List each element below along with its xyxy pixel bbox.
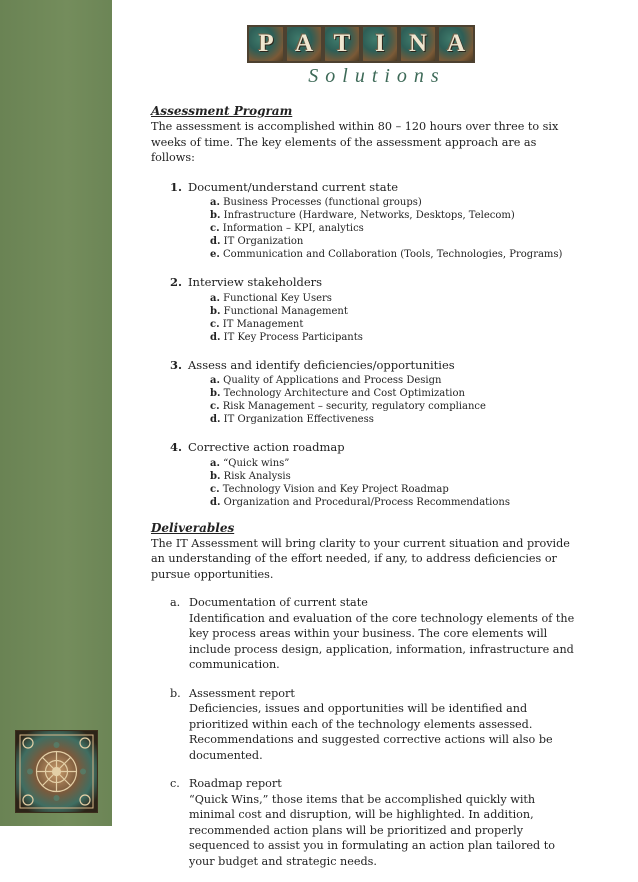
sub-item — [210, 400, 581, 413]
item-text: Assess and identify deficiencies/opportunities — [188, 357, 455, 372]
sub-item-text: Technology Architecture and Cost Optimization — [223, 388, 465, 399]
sub-item — [210, 374, 581, 387]
deliverable-heading: Documentation of current state — [189, 596, 368, 609]
sub-item-text: Information – KPI, analytics — [222, 223, 364, 234]
sub-item — [210, 470, 581, 483]
sub-item — [210, 318, 581, 331]
sub-item-letter: c. — [210, 483, 220, 495]
decorative-sidebar — [0, 0, 112, 826]
deliverable-item — [151, 686, 581, 764]
item-number: 4. — [169, 440, 182, 454]
logo-letter-tile: A — [285, 25, 323, 63]
ornamental-tile-image — [15, 730, 98, 813]
sub-item-letter: c. — [210, 401, 220, 412]
logo-letter-tiles — [247, 25, 477, 63]
sub-item-letter: d. — [210, 496, 221, 508]
assessment-element-item — [151, 358, 581, 427]
deliverable-content — [189, 776, 581, 869]
sub-item-text: IT Key Process Participants — [223, 331, 363, 343]
sub-item-text: Quality of Applications and Process Design — [223, 375, 442, 386]
sub-item — [210, 235, 581, 248]
sub-item-text: Functional Management — [223, 305, 348, 317]
deliverables-list — [151, 595, 581, 869]
sub-item-text: IT Organization Effectiveness — [223, 414, 374, 425]
sub-item-text: Infrastructure (Hardware, Networks, Desktops, Telecom) — [223, 210, 515, 221]
sub-item-text: Technology Vision and Key Project Roadmap — [222, 483, 449, 495]
sub-item-list — [210, 457, 581, 509]
sub-item — [210, 209, 581, 222]
logo-letter-tile: A — [437, 25, 475, 63]
deliverable-letter: c. — [170, 777, 180, 790]
sub-item-letter: e. — [210, 249, 220, 260]
sub-item-letter: c. — [210, 223, 220, 234]
sub-item-letter: d. — [210, 414, 221, 425]
sub-item-text: Risk Analysis — [223, 470, 291, 482]
sub-item-letter: a. — [210, 292, 220, 304]
sub-item-list — [210, 374, 581, 426]
sub-item-text: Risk Management – security, regulatory compliance — [222, 401, 486, 412]
sub-item-text: Functional Key Users — [223, 292, 332, 304]
logo-letter-tile: N — [399, 25, 437, 63]
deliverables-heading: Deliverables — [151, 520, 235, 535]
sub-item — [210, 483, 581, 496]
deliverable-content — [189, 686, 581, 764]
sub-item-letter: d. — [210, 331, 221, 343]
deliverable-description: Deficiencies, issues and opportunities will be identified and prioritized within each of the technology elements assessed. Recommendations and suggested corrective actions will also be documented. — [189, 702, 553, 762]
sub-item — [210, 248, 581, 261]
sub-item — [210, 496, 581, 509]
sub-item — [210, 196, 581, 209]
deliverables-intro: The IT Assessment will bring clarity to your current situation and provide an understanding of the effort needed, if any, to address deficiencies or pursue opportunities. — [151, 536, 570, 581]
item-number: 3. — [169, 357, 182, 372]
sub-item-text: Communication and Collaboration (Tools, Technologies, Programs) — [223, 249, 563, 260]
assessment-program-heading: Assessment Program — [151, 104, 293, 118]
item-number: 2. — [169, 275, 182, 289]
sub-item — [210, 292, 581, 305]
deliverable-description: “Quick Wins,” those items that be accomplished quickly with minimal cost and disruption, will be highlighted. In addition, recommended action plans will be prioritized and properly sequenced to assist you in formulating an action plan tailored to your budget and strategic needs. — [189, 792, 555, 868]
sub-item-letter: a. — [210, 375, 220, 386]
assessment-element-item — [151, 275, 581, 344]
sub-item-text: IT Management — [222, 318, 304, 330]
patina-logo — [247, 25, 477, 88]
logo-subtitle: Solutions — [308, 65, 446, 87]
sub-item — [210, 222, 581, 235]
logo-letter-tile: I — [361, 25, 399, 63]
deliverable-item — [151, 595, 581, 673]
document-body — [151, 104, 581, 882]
sub-item-letter: b. — [210, 388, 221, 399]
sub-item-text: “Quick wins” — [223, 457, 290, 469]
sub-item — [210, 413, 581, 426]
logo-letter-tile: P — [247, 25, 285, 63]
sub-item — [210, 331, 581, 344]
deliverable-item — [151, 776, 581, 869]
sub-item — [210, 305, 581, 318]
deliverable-heading: Roadmap report — [189, 777, 282, 790]
assessment-intro: The assessment is accomplished within 80 – 120 hours over three to six weeks of time. The key elements of the assessment approach are as follows: — [151, 120, 559, 164]
assessment-element-item — [151, 440, 581, 509]
sub-item-letter: a. — [210, 197, 220, 208]
item-text: Document/understand current state — [188, 179, 399, 194]
sub-item-list — [210, 292, 581, 344]
assessment-element-item — [151, 180, 581, 262]
sub-item-letter: b. — [210, 305, 221, 317]
sub-item-letter: d. — [210, 236, 221, 247]
deliverable-heading: Assessment report — [189, 686, 295, 700]
item-text: Corrective action roadmap — [188, 440, 345, 454]
sub-item-letter: b. — [210, 210, 221, 221]
sub-item-list — [210, 196, 581, 261]
sub-item-letter: c. — [210, 318, 220, 330]
deliverable-letter: a. — [170, 596, 181, 609]
deliverable-description: Identification and evaluation of the core technology elements of the key process areas within your business. The core elements will include process design, application, information, infrastructure and communication. — [189, 611, 575, 671]
logo-letter-tile: T — [323, 25, 361, 63]
assessment-elements-list — [151, 180, 581, 509]
deliverable-content — [189, 595, 581, 673]
sub-item — [210, 387, 581, 400]
sub-item — [210, 457, 581, 470]
item-number: 1. — [169, 179, 182, 194]
sub-item-text: IT Organization — [223, 236, 304, 247]
sub-item-text: Business Processes (functional groups) — [223, 197, 422, 208]
sub-item-text: Organization and Procedural/Process Recommendations — [223, 496, 510, 508]
sub-item-letter: b. — [210, 470, 221, 482]
deliverable-letter: b. — [170, 686, 181, 700]
item-text: Interview stakeholders — [188, 275, 323, 289]
sub-item-letter: a. — [210, 457, 220, 469]
